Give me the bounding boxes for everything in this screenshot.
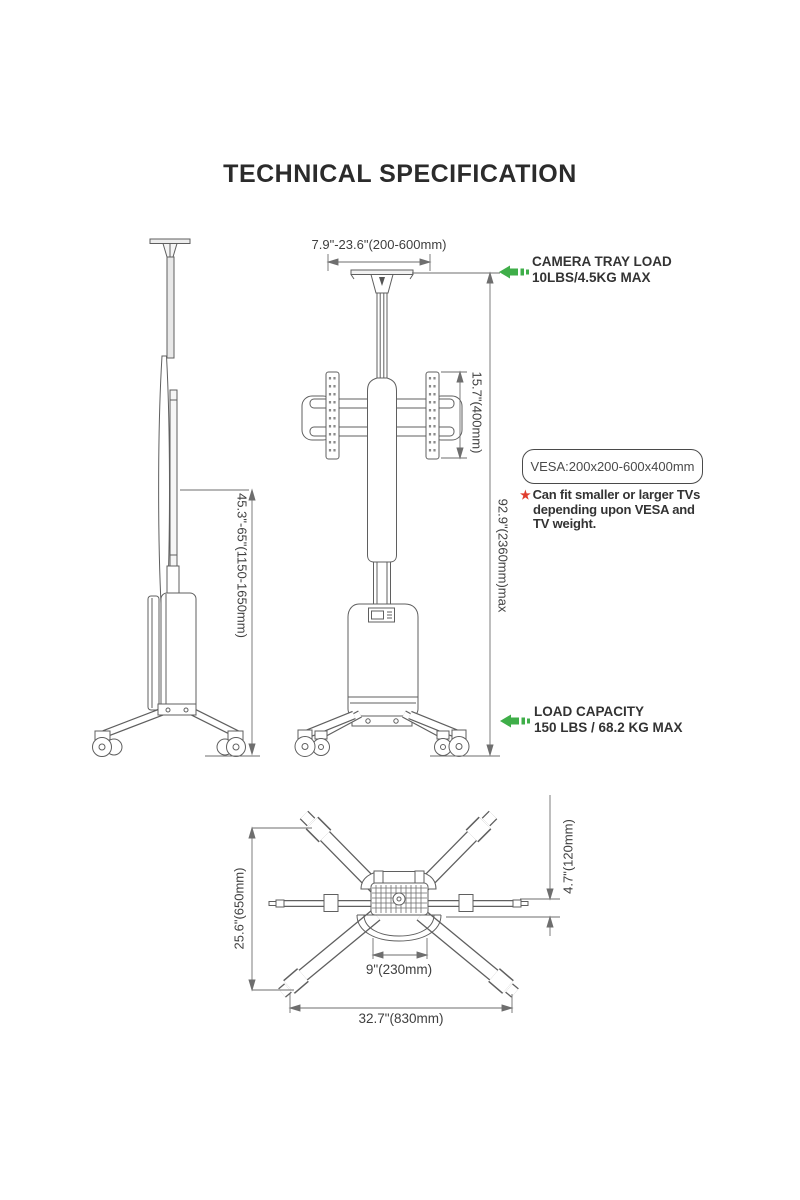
side-view-drawing	[93, 239, 246, 757]
load-capacity-arrow-icon	[500, 715, 530, 728]
dim-max-height-label: 92.9"(2360mm)max	[495, 498, 511, 613]
dim-base-offset-label: 4.7"(120mm)	[560, 819, 576, 894]
tv-compatibility-note	[520, 488, 715, 532]
tv-note-line2: depending upon VESA and	[533, 501, 695, 517]
vesa-pattern-badge	[522, 449, 703, 484]
dim-height-range-label: 45.3"-65"(1150-1650mm)	[234, 493, 250, 638]
vesa-pattern-label: VESA:200x200-600x400mm	[530, 459, 695, 474]
dim-base-width-label: 32.7"(830mm)	[358, 1011, 444, 1026]
camera-tray-load-annotation	[532, 254, 672, 286]
dim-tray-width-label: 7.9"-23.6"(200-600mm)	[311, 237, 447, 252]
load-capacity-line1: LOAD CAPACITY	[534, 704, 644, 719]
tv-note-line1: Can fit smaller or larger TVs	[532, 487, 701, 502]
dim-vesa-height-label: 15.7"(400mm)	[469, 371, 485, 454]
load-capacity-annotation	[534, 704, 683, 736]
page-title: TECHNICAL SPECIFICATION	[223, 160, 577, 188]
camera-tray-arrow-icon	[499, 266, 529, 279]
load-capacity-line2: 150 LBS / 68.2 KG MAX	[534, 720, 683, 735]
star-icon: ★	[520, 488, 531, 502]
camera-tray-load-line1: CAMERA TRAY LOAD	[532, 254, 672, 269]
dim-base-center-label: 9"(230mm)	[365, 962, 433, 977]
dim-base-depth-label: 25.6"(650mm)	[231, 867, 247, 950]
tv-note-line3: TV weight.	[533, 516, 597, 531]
camera-tray-load-line2: 10LBS/4.5KG MAX	[532, 270, 651, 285]
front-view-drawing	[295, 270, 469, 757]
